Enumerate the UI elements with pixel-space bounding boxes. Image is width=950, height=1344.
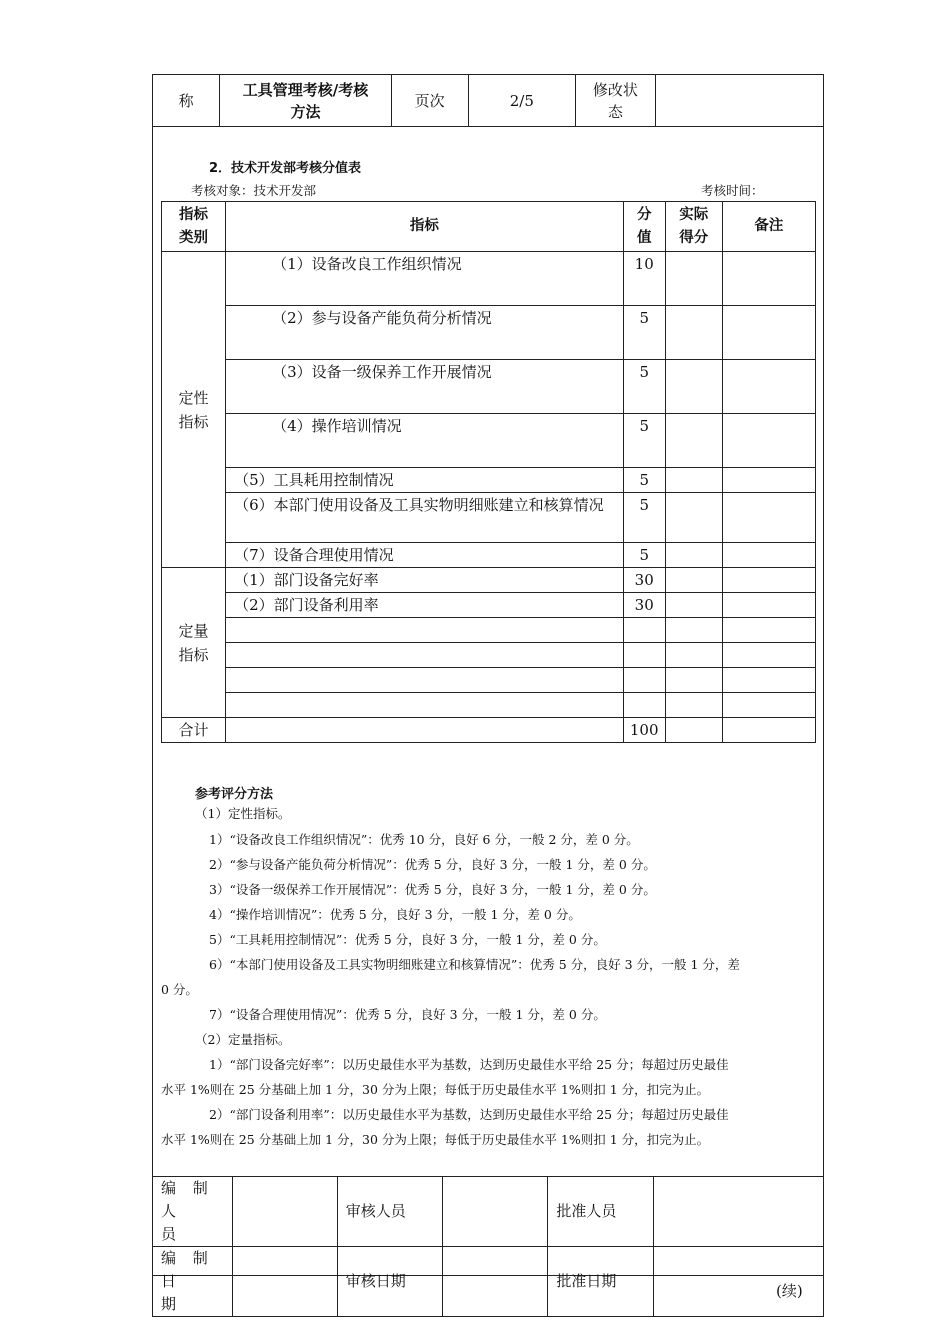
indicator-cell: （4）操作培训情况 (226, 414, 624, 468)
remark-cell (722, 468, 815, 493)
quant-item: 1）“部门设备完好率”：以历史最佳水平为基数，达到历史最佳水平给 25 分；每超过历史最佳 (209, 1057, 729, 1072)
score-cell: 30 (623, 568, 665, 593)
indicator-cell: （2）参与设备产能负荷分析情况 (226, 306, 624, 360)
indicator-cell: （2）部门设备利用率 (226, 593, 624, 618)
total-label: 合计 (162, 718, 226, 743)
table-row (162, 543, 816, 568)
reviewer-value (442, 1177, 548, 1247)
header-category-line-2: 类别 (179, 229, 209, 246)
actual-cell (665, 360, 722, 414)
actual-cell (665, 668, 722, 693)
actual-cell (665, 643, 722, 668)
qual-item: 1）“设备改良工作组织情况”：优秀 10 分，良好 6 分，一般 2 分，差 0 分。 (209, 832, 639, 847)
score-cell: 10 (623, 252, 665, 306)
remark-cell (722, 360, 815, 414)
actual-cell (665, 252, 722, 306)
category-quantitative (162, 568, 226, 718)
actual-cell (665, 493, 722, 543)
revision-line-2: 态 (607, 102, 623, 121)
remark-cell (722, 693, 815, 718)
table-row (162, 414, 816, 468)
qual-item-continued: 0 分。 (161, 982, 198, 997)
remark-cell (722, 568, 815, 593)
header-actual-line-1: 实际 (679, 206, 709, 223)
qual-heading: （1）定性指标。 (195, 806, 291, 821)
approver-label: 批准人员 (548, 1177, 654, 1247)
quant-item-continued: 水平 1%则在 25 分基础上加 1 分，30 分为上限；每低于历史最佳水平 1%则扣 1 分，扣完为止。 (161, 1082, 710, 1097)
actual-cell (665, 468, 722, 493)
total-row (162, 718, 816, 743)
name-label: 称 (153, 75, 220, 127)
total-score: 100 (623, 718, 665, 743)
review-date-value (442, 1247, 548, 1317)
revision-label (575, 75, 655, 127)
remark-cell (722, 493, 815, 543)
continued-note: (续) (776, 1282, 803, 1300)
header-actual (665, 202, 722, 252)
remark-cell (722, 306, 815, 360)
document-title (220, 75, 391, 127)
remark-cell (722, 618, 815, 643)
qual-item: 3）“设备一级保养工作开展情况”：优秀 5 分，良好 3 分，一般 1 分，差 0 分。 (209, 882, 656, 897)
score-cell: 5 (623, 493, 665, 543)
qual-item: 7）“设备合理使用情况”：优秀 5 分，良好 3 分，一般 1 分，差 0 分。 (209, 1007, 606, 1022)
header-table (152, 74, 824, 127)
title-line-2: 方法 (290, 102, 321, 121)
table-row (162, 568, 816, 593)
prepared-by-line-2: 员 (161, 1225, 183, 1243)
indicator-cell: （1）设备改良工作组织情况 (226, 252, 624, 306)
remark-cell (722, 414, 815, 468)
page-value: 2/5 (468, 75, 575, 127)
indicator-cell: （1）部门设备完好率 (226, 568, 624, 593)
table-row-empty (162, 693, 816, 718)
actual-cell (665, 618, 722, 643)
remark-cell (722, 643, 815, 668)
quant-heading: （2）定量指标。 (195, 1032, 291, 1047)
assessment-time: 考核时间： (701, 183, 764, 198)
table-row (162, 493, 816, 543)
category-quantitative-line-2: 指标 (178, 645, 209, 664)
score-table (161, 201, 816, 743)
header-score (623, 202, 665, 252)
remark-cell (722, 252, 815, 306)
score-cell: 5 (623, 360, 665, 414)
prepared-by-line-1: 编 制 人 (161, 1179, 214, 1220)
score-cell: 5 (623, 468, 665, 493)
actual-cell (665, 693, 722, 718)
remark-cell (722, 668, 815, 693)
table-row-empty (162, 668, 816, 693)
score-cell (623, 693, 665, 718)
header-category-line-1: 指标 (179, 206, 209, 223)
table-row-empty (162, 618, 816, 643)
score-cell: 5 (623, 414, 665, 468)
actual-cell (665, 718, 722, 743)
table-row (162, 593, 816, 618)
signature-row-people (153, 1177, 824, 1247)
category-qualitative-line-2: 指标 (178, 412, 209, 431)
prepared-date-line-2: 期 (161, 1295, 183, 1313)
table-row-empty (162, 643, 816, 668)
score-cell: 30 (623, 593, 665, 618)
remark-cell (722, 593, 815, 618)
method-title: 参考评分方法 (195, 787, 274, 802)
score-cell: 5 (623, 543, 665, 568)
score-cell (623, 668, 665, 693)
table-row (162, 360, 816, 414)
document-frame (152, 74, 824, 1313)
title-line-1: 工具管理考核/考核 (242, 80, 369, 99)
quant-item: 2）“部门设备利用率”：以历史最佳水平为基数，达到历史最佳水平给 25 分；每超过历史最佳 (209, 1107, 729, 1122)
prepared-by-value (232, 1177, 337, 1247)
actual-cell (665, 543, 722, 568)
actual-cell (665, 414, 722, 468)
remark-cell (722, 718, 815, 743)
score-cell: 5 (623, 306, 665, 360)
approve-date-label: 批准日期 (548, 1247, 654, 1317)
header-score-line-2: 值 (636, 229, 652, 246)
quant-item-continued: 水平 1%则在 25 分基础上加 1 分，30 分为上限；每低于历史最佳水平 1%则扣 1 分，扣完为止。 (161, 1132, 710, 1147)
reviewer-label: 审核人员 (337, 1177, 442, 1247)
signature-table (152, 1176, 824, 1317)
prepared-date-line-1: 编 制 日 (161, 1249, 214, 1290)
approver-value (654, 1177, 824, 1247)
indicator-cell: （6）本部门使用设备及工具实物明细账建立和核算情况 (226, 493, 624, 543)
review-date-label: 审核日期 (337, 1247, 442, 1317)
table-row (162, 468, 816, 493)
qual-item: 5）“工具耗用控制情况”：优秀 5 分，良好 3 分，一般 1 分，差 0 分。 (209, 932, 606, 947)
qual-item: 2）“参与设备产能负荷分析情况”：优秀 5 分，良好 3 分，一般 1 分，差 0 分。 (209, 857, 656, 872)
indicator-cell (226, 718, 624, 743)
actual-cell (665, 593, 722, 618)
qual-item: 6）“本部门使用设备及工具实物明细账建立和核算情况”：优秀 5 分，良好 3 分，一般 1 分，差 (209, 957, 740, 972)
page-label: 页次 (391, 75, 468, 127)
prepared-date-value (232, 1247, 337, 1317)
actual-cell (665, 568, 722, 593)
header-indicator: 指标 (226, 202, 624, 252)
indicator-cell (226, 643, 624, 668)
revision-line-1: 修改状 (592, 80, 638, 99)
remark-cell (722, 543, 815, 568)
header-actual-line-2: 得分 (679, 229, 709, 246)
revision-value (656, 75, 824, 127)
category-qualitative (162, 252, 226, 568)
table-row (162, 252, 816, 306)
indicator-cell: （5）工具耗用控制情况 (226, 468, 624, 493)
indicator-cell: （7）设备合理使用情况 (226, 543, 624, 568)
prepared-date-label (153, 1247, 233, 1317)
category-qualitative-line-1: 定性 (178, 388, 209, 407)
actual-cell (665, 306, 722, 360)
header-remark: 备注 (722, 202, 815, 252)
prepared-by-label (153, 1177, 233, 1247)
score-cell (623, 643, 665, 668)
section-title: 2．技术开发部考核分值表 (209, 161, 362, 176)
header-category (162, 202, 226, 252)
indicator-cell (226, 618, 624, 643)
header-score-line-1: 分 (636, 206, 652, 223)
category-quantitative-line-1: 定量 (178, 621, 209, 640)
indicator-cell (226, 693, 624, 718)
table-row (162, 306, 816, 360)
score-table-header (162, 202, 816, 252)
qual-item: 4）“操作培训情况”：优秀 5 分，良好 3 分，一般 1 分，差 0 分。 (209, 907, 581, 922)
indicator-cell (226, 668, 624, 693)
indicator-cell: （3）设备一级保养工作开展情况 (226, 360, 624, 414)
signature-row-dates (153, 1247, 824, 1317)
score-cell (623, 618, 665, 643)
assessment-object: 考核对象：技术开发部 (191, 183, 317, 198)
